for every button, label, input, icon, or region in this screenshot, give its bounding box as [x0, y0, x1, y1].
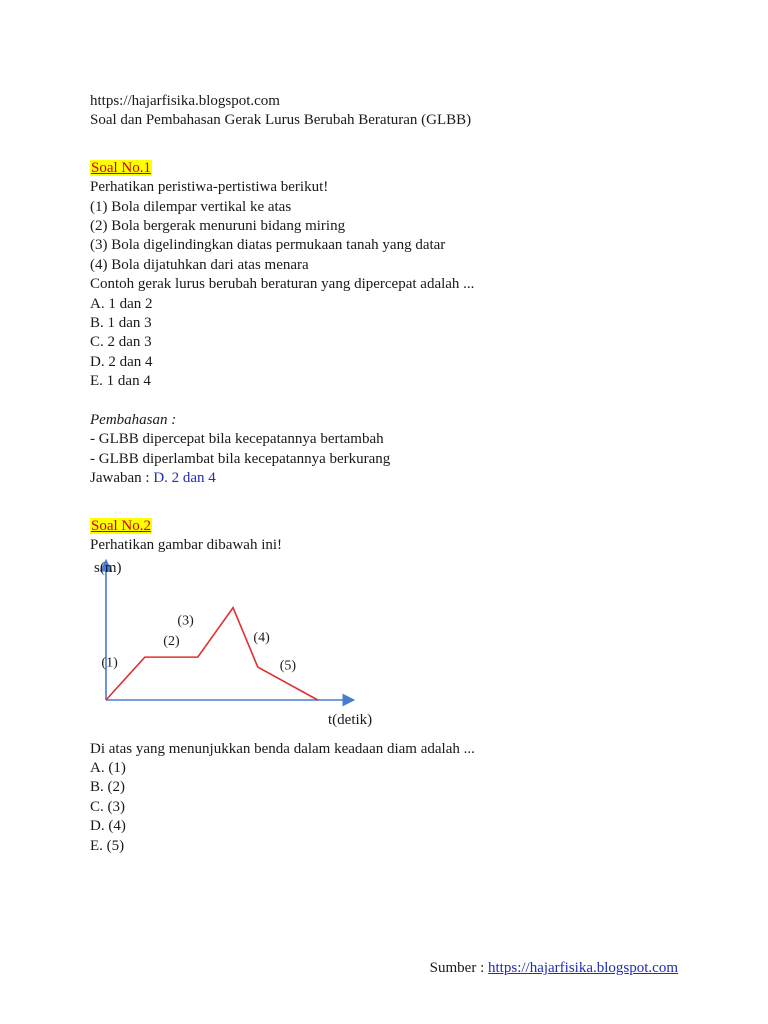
- document-title: Soal dan Pembahasan Gerak Lurus Berubah Beraturan (GLBB): [90, 112, 472, 129]
- segment-label: (5): [279, 658, 297, 674]
- soal-2-label: Soal No.2: [91, 517, 151, 534]
- soal-2-heading: [90, 517, 710, 536]
- document-page: [90, 92, 710, 856]
- soal-1-option-b: B. 1 dan 3: [90, 315, 152, 332]
- soal-1-option-e: E. 1 dan 4: [90, 373, 151, 390]
- soal-1-option-d: D. 2 dan 4: [90, 353, 153, 370]
- position-time-line: [106, 607, 318, 699]
- soal-2-option-e: E. (5): [90, 837, 125, 854]
- graph-svg: [90, 558, 373, 738]
- soal-1-item: (3) Bola digelindingkan diatas permukaan tanah yang datar: [90, 237, 446, 254]
- segment-label: (2): [163, 633, 180, 649]
- soal-1-option-a: A. 1 dan 2: [90, 295, 153, 312]
- segment-label: (1): [101, 655, 118, 671]
- soal-2-question: Di atas yang menunjukkan benda dalam keadaan diam adalah ...: [90, 740, 475, 757]
- soal-1-heading: [90, 159, 710, 178]
- soal-1-question: Contoh gerak lurus berubah beraturan yang dipercepat adalah ...: [90, 276, 475, 293]
- x-axis-label: t(detik): [328, 711, 373, 728]
- soal-1-label: Soal No.1: [91, 159, 151, 176]
- header-url: https://hajarfisika.blogspot.com: [90, 93, 280, 109]
- soal-1-item: (4) Bola dijatuhkan dari atas menara: [90, 256, 309, 273]
- footer-label: Sumber :: [429, 960, 489, 976]
- soal-2-intro: Perhatikan gambar dibawah ini!: [90, 537, 283, 554]
- pembahasan-line: - GLBB dipercepat bila kecepatannya bertambah: [90, 431, 384, 448]
- y-axis-label: s(m): [94, 559, 122, 576]
- pembahasan-line: - GLBB diperlambat bila kecepatannya berkurang: [90, 450, 391, 467]
- soal-2-option-d: D. (4): [90, 818, 126, 835]
- position-time-graph: [90, 558, 373, 738]
- jawaban-label: Jawaban :: [90, 470, 154, 487]
- soal-1-option-c: C. 2 dan 3: [90, 334, 152, 351]
- soal-1-item: (2) Bola bergerak menuruni bidang miring: [90, 218, 346, 235]
- jawaban-value: D. 2 dan 4: [153, 470, 216, 487]
- jawaban-line: [90, 469, 710, 488]
- pembahasan-label: Pembahasan :: [90, 412, 177, 429]
- footer-source: [430, 959, 678, 978]
- soal-2-option-b: B. (2): [90, 779, 125, 796]
- soal-1-item: (1) Bola dilempar vertikal ke atas: [90, 198, 292, 215]
- segment-label: (4): [253, 629, 270, 645]
- soal-1-intro: Perhatikan peristiwa-pertistiwa berikut!: [90, 179, 329, 196]
- footer-link[interactable]: https://hajarfisika.blogspot.com: [488, 960, 678, 976]
- soal-2-option-a: A. (1): [90, 759, 126, 776]
- soal-2-option-c: C. (3): [90, 798, 125, 815]
- segment-label: (3): [177, 612, 194, 628]
